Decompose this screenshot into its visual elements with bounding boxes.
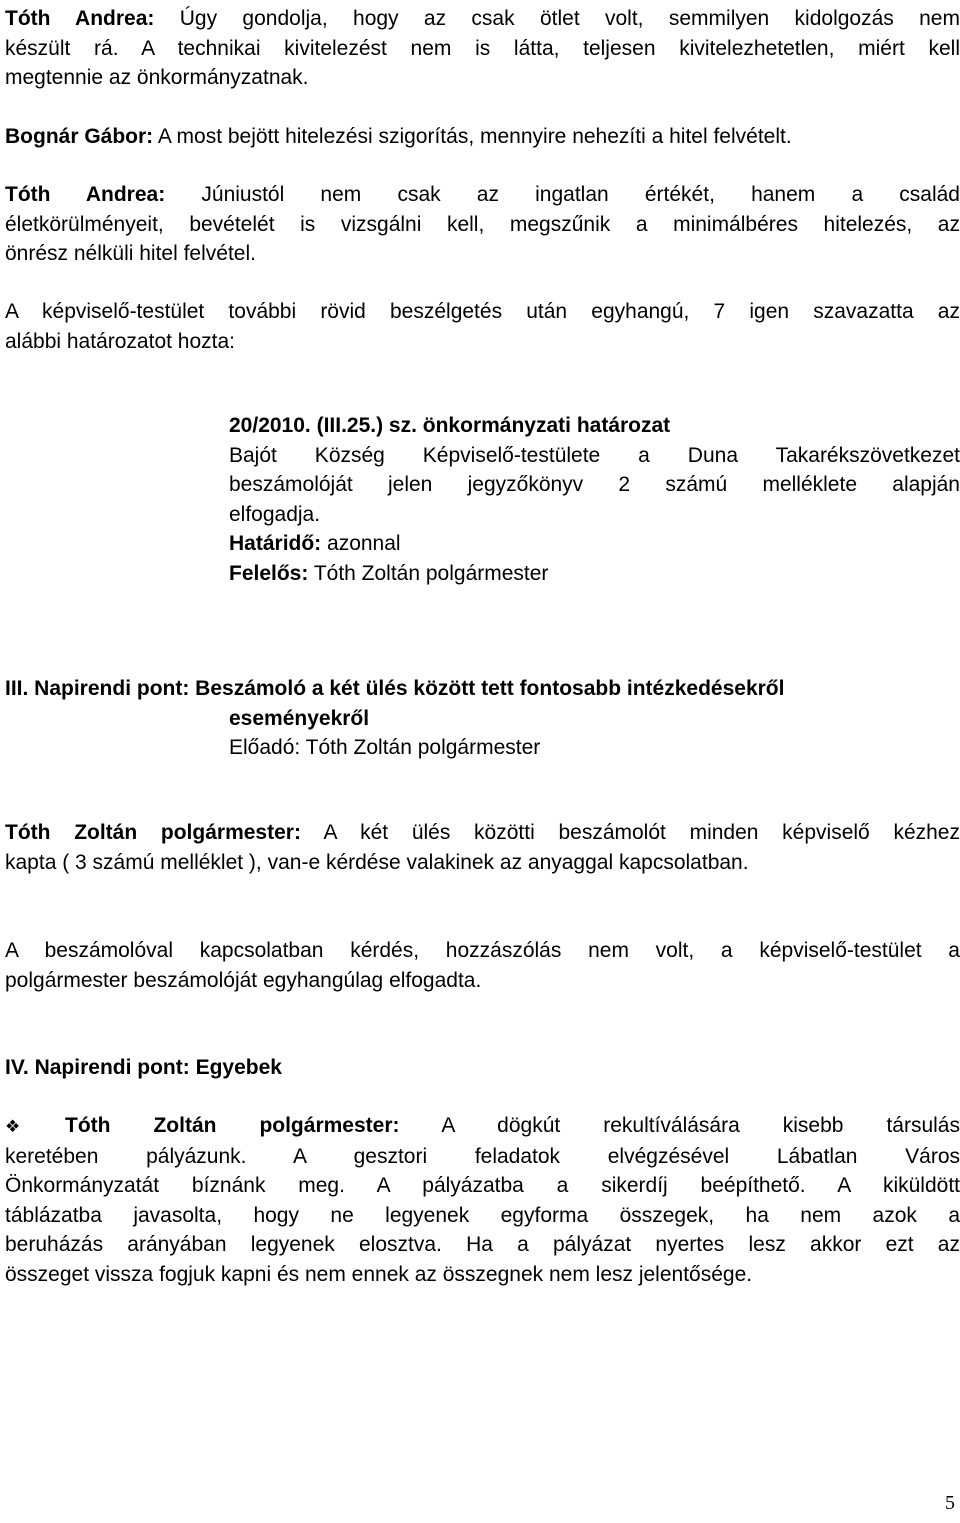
- agenda-title-continued: eseményekről: [229, 706, 370, 730]
- resolution-block: [229, 411, 960, 588]
- speaker-label: Tóth Andrea:: [5, 7, 155, 30]
- agenda-number: III.: [5, 677, 29, 700]
- paragraph-accepted: [5, 936, 960, 995]
- resolution-responsible: [229, 559, 960, 589]
- paragraph-toth-andrea-1: [5, 4, 960, 93]
- paragraph-text: Úgy gondolja, hogy az csak ötlet volt, semmilyen kidolgozás nem: [154, 7, 960, 30]
- agenda-title: Napirendi pont: Beszámoló a két ülés között tett fontosabb intézkedésekről: [28, 677, 785, 700]
- diamond-bullet-icon: ❖: [5, 1117, 21, 1136]
- deadline-label: Határidő:: [229, 532, 322, 555]
- paragraph-text: önrész nélküli hitel felvétel.: [5, 242, 256, 265]
- paragraph-text: Önkormányzatát bíznánk meg. A pályázatba a sikerdíj beépíthető. A kiküldött: [5, 1174, 960, 1197]
- agenda-title: Napirendi pont: Egyebek: [28, 1056, 282, 1079]
- speaker-label: Tóth Zoltán polgármester:: [5, 821, 301, 844]
- responsible-label: Felelős:: [229, 561, 309, 585]
- responsible-value: Tóth Zoltán polgármester: [308, 561, 549, 585]
- bullet-paragraph-toth-zoltan: [5, 1111, 960, 1289]
- paragraph-vote: [5, 297, 960, 356]
- speaker-label: Tóth Zoltán polgármester:: [65, 1114, 400, 1137]
- paragraph-text: polgármester beszámolóját egyhangúlag elfogadta.: [5, 968, 482, 992]
- paragraph-text: alábbi határozatot hozta:: [5, 329, 235, 353]
- paragraph-text: A dögkút rekultíválására kisebb társulás: [399, 1114, 960, 1137]
- resolution-text: beszámolóját jelen jegyzőkönyv 2 számú melléklete alapján: [229, 473, 960, 496]
- paragraph-text: beruházás arányában legyenek elosztva. Ha a pályázat nyertes lesz akkor ezt az: [5, 1233, 960, 1256]
- speaker-label: Bognár Gábor:: [5, 125, 154, 148]
- resolution-text: Bajót Község Képviselő-testülete a Duna Takarékszövetkezet: [229, 443, 960, 467]
- resolution-text: elfogadja.: [229, 502, 321, 526]
- paragraph-text: A két ülés közötti beszámolót minden képviselő kézhez: [300, 821, 960, 844]
- agenda-presenter: Előadó: Tóth Zoltán polgármester: [229, 736, 541, 759]
- agenda-number: IV.: [5, 1056, 29, 1079]
- agenda-item-3: [5, 674, 960, 763]
- paragraph-text: készült rá. A technikai kivitelezést nem is látta, teljesen kivitelezhetetlen, miért kell: [5, 36, 960, 60]
- paragraph-text: A képviselő-testület további rövid beszélgetés után egyhangú, 7 igen szavazatta az: [5, 300, 960, 323]
- paragraph-text: kapta ( 3 számú melléklet ), van-e kérdése valakinek az anyaggal kapcsolatban.: [5, 850, 749, 874]
- speaker-label: Tóth Andrea:: [5, 183, 166, 206]
- paragraph-toth-andrea-2: [5, 180, 960, 269]
- paragraph-text: megtennie az önkormányzatnak.: [5, 66, 309, 89]
- paragraph-text: összeget vissza fogjuk kapni és nem ennek az összegnek nem lesz jelentősége.: [5, 1262, 753, 1286]
- resolution-deadline: [229, 529, 960, 559]
- paragraph-text: táblázatba javasolta, hogy ne legyenek egyforma összegek, ha nem azok a: [5, 1203, 960, 1227]
- paragraph-text: A most bejött hitelezési szigorítás, mennyire nehezíti a hitel felvételt.: [153, 125, 792, 148]
- resolution-title: 20/2010. (III.25.) sz. önkormányzati határozat: [229, 414, 671, 437]
- paragraph-text: életkörülményeit, bevételét is vizsgálni kell, megszűnik a minimálbéres hitelezés, az: [5, 212, 960, 236]
- paragraph-bognar-gabor: [5, 122, 960, 152]
- paragraph-text: keretében pályázunk. A gesztori feladatok elvégzésével Lábatlan Város: [5, 1144, 960, 1168]
- paragraph-toth-zoltan-1: [5, 818, 960, 877]
- paragraph-text: Júniustól nem csak az ingatlan értékét, hanem a család: [165, 183, 960, 206]
- deadline-value: azonnal: [321, 532, 401, 555]
- agenda-item-4: [5, 1053, 960, 1083]
- paragraph-text: A beszámolóval kapcsolatban kérdés, hozzászólás nem volt, a képviselő-testület a: [5, 939, 960, 962]
- page-number: 5: [945, 1492, 955, 1514]
